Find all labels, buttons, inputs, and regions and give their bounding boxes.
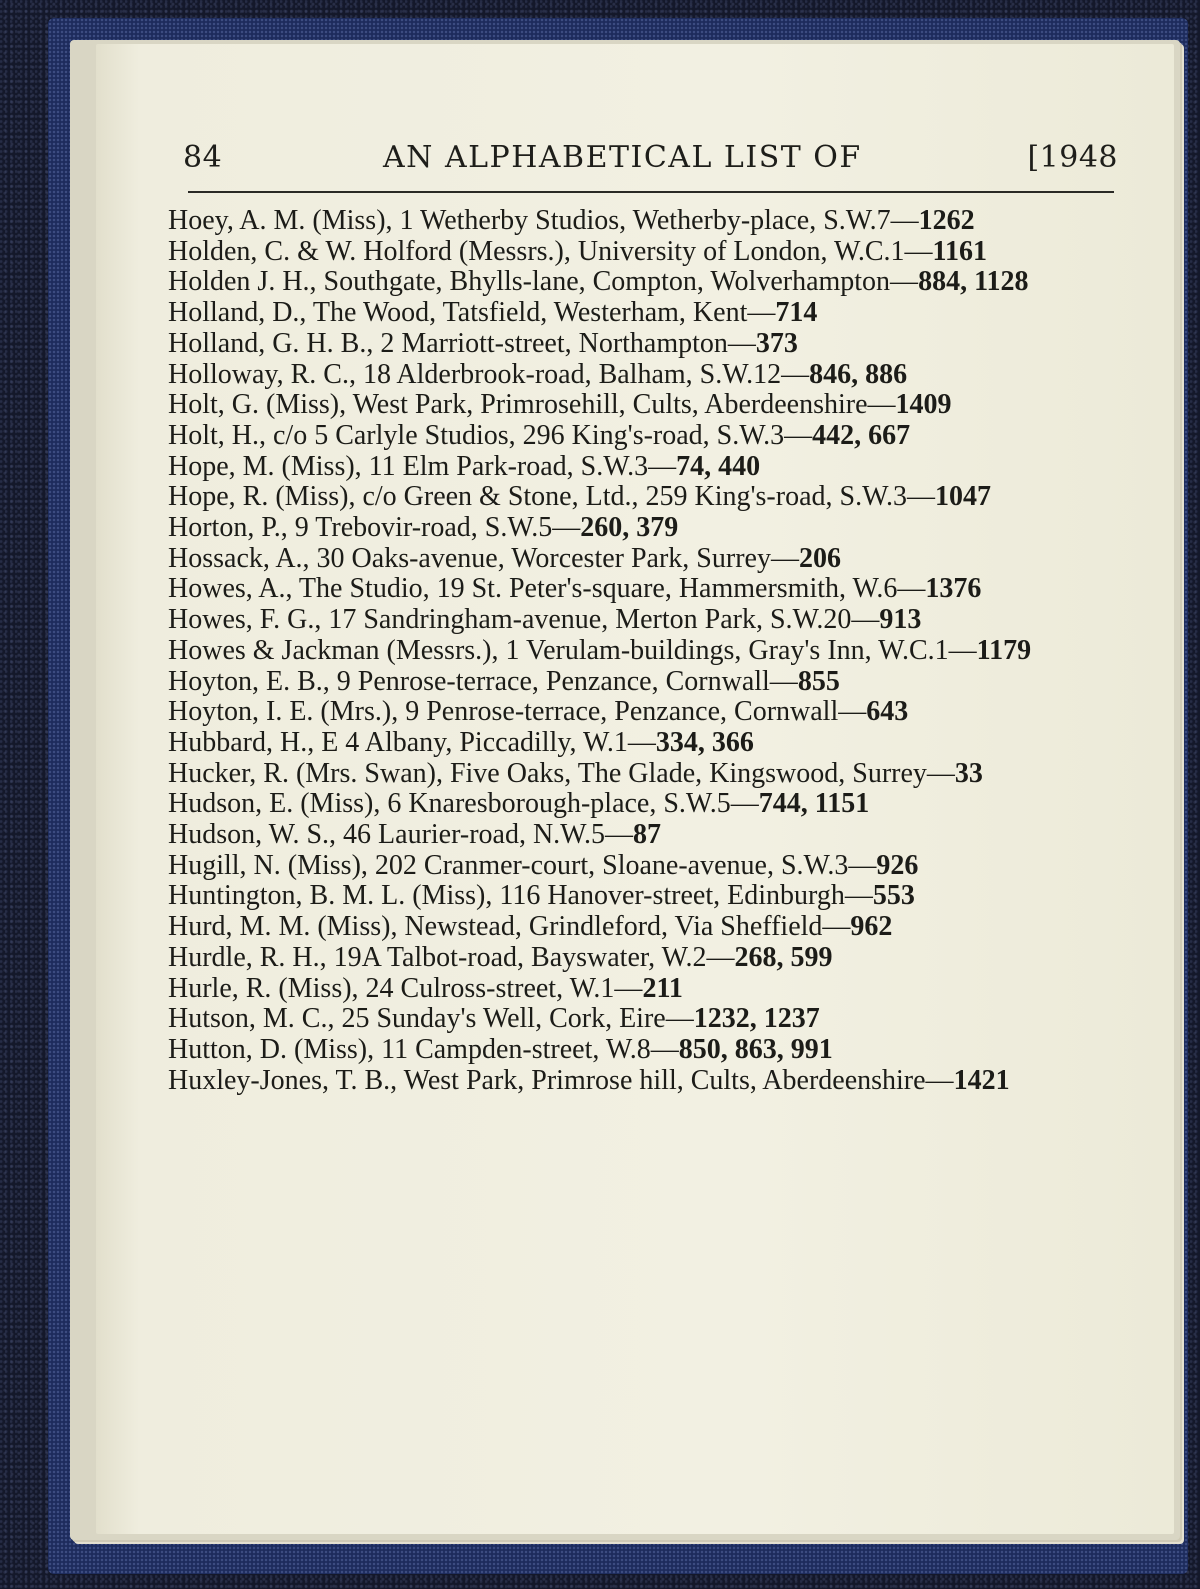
entry-text: Holden, C. & W. Holford (Messrs.), University of London, W.C.1—	[168, 235, 933, 267]
entry-numbers: 884, 1128	[918, 266, 1029, 298]
entry-numbers: 926	[876, 849, 919, 881]
entry-numbers: 206	[798, 542, 841, 574]
entry-numbers: 846, 886	[809, 358, 908, 390]
entry-text: Hossack, A., 30 Oaks-avenue, Worcester Park, Surrey—	[168, 542, 799, 574]
entry-text: Hoyton, I. E. (Mrs.), 9 Penrose-terrace, Penzance, Cornwall—	[168, 696, 867, 728]
list-item	[168, 452, 1120, 483]
list-item	[168, 667, 1120, 698]
list-item	[168, 237, 1120, 268]
entry-text: Hoey, A. M. (Miss), 1 Wetherby Studios, Wetherby-place, S.W.7—	[168, 205, 919, 236]
entry-numbers: 855	[797, 665, 840, 697]
entry-text: Hurdle, R. H., 19A Talbot-road, Bayswater, W.2—	[168, 941, 735, 973]
list-item	[168, 605, 1120, 636]
entry-numbers: 87	[633, 819, 662, 851]
entry-text: Hubbard, H., E 4 Albany, Piccadilly, W.1—	[168, 726, 656, 758]
running-header	[183, 140, 1118, 180]
entry-numbers: 643	[866, 696, 909, 728]
entry-numbers: 442, 667	[812, 419, 911, 451]
list-item	[168, 881, 1120, 912]
list-item	[168, 574, 1120, 605]
entry-text: Holt, H., c/o 5 Carlyle Studios, 296 King's-road, S.W.3—	[168, 419, 813, 451]
list-item	[168, 267, 1120, 298]
entry-numbers: 268, 599	[734, 941, 833, 973]
list-item	[168, 544, 1120, 575]
list-item	[168, 513, 1120, 544]
list-item	[168, 1004, 1120, 1035]
list-item	[168, 1035, 1120, 1066]
entry-numbers: 260, 379	[580, 512, 679, 544]
entry-numbers: 33	[954, 757, 983, 789]
entry-text: Hutson, M. C., 25 Sunday's Well, Cork, Eire—	[168, 1003, 694, 1035]
list-item	[168, 329, 1120, 360]
list-item	[168, 851, 1120, 882]
list-item	[168, 820, 1120, 851]
entry-numbers: 962	[850, 911, 893, 943]
entry-numbers: 744, 1151	[758, 788, 870, 820]
entry-text: Hudson, E. (Miss), 6 Knaresborough-place, S.W.5—	[168, 788, 759, 820]
page-number: 84	[183, 140, 223, 175]
list-item	[168, 482, 1120, 513]
list-item	[168, 697, 1120, 728]
header-rule	[188, 191, 1114, 193]
entry-numbers: 1262	[918, 205, 975, 236]
list-item	[168, 298, 1120, 329]
year-label: [1948	[1027, 140, 1118, 175]
entry-text: Howes, F. G., 17 Sandringham-avenue, Merton Park, S.W.20—	[168, 604, 880, 636]
entry-numbers: 334, 366	[655, 726, 754, 758]
entry-text: Hucker, R. (Mrs. Swan), Five Oaks, The Glade, Kingswood, Surrey—	[168, 757, 955, 789]
entry-numbers: 1232, 1237	[693, 1003, 820, 1035]
entry-text: Hoyton, E. B., 9 Penrose-terrace, Penzance, Cornwall—	[168, 665, 798, 697]
entry-numbers: 1047	[934, 481, 991, 513]
entry-numbers: 211	[642, 972, 683, 1004]
entry-text: Hurd, M. M. (Miss), Newstead, Grindleford, Via Sheffield—	[168, 911, 851, 943]
entry-text: Howes & Jackman (Messrs.), 1 Verulam-buildings, Gray's Inn, W.C.1—	[168, 634, 977, 666]
entry-numbers: 850, 863, 991	[678, 1033, 833, 1065]
entry-text: Holden J. H., Southgate, Bhylls-lane, Compton, Wolverhampton—	[168, 266, 919, 298]
list-item	[168, 360, 1120, 391]
entry-text: Holloway, R. C., 18 Alderbrook-road, Balham, S.W.12—	[168, 358, 810, 390]
entry-text: Hope, R. (Miss), c/o Green & Stone, Ltd., 259 King's-road, S.W.3—	[168, 481, 935, 513]
list-item	[168, 728, 1120, 759]
entry-text: Hutton, D. (Miss), 11 Campden-street, W.8—	[168, 1033, 679, 1065]
entry-list	[168, 206, 1120, 1096]
entry-numbers: 1376	[925, 573, 982, 605]
entry-numbers: 1421	[953, 1064, 1010, 1096]
running-title: AN ALPHABETICAL LIST OF	[383, 140, 862, 175]
entry-numbers: 1179	[976, 634, 1032, 666]
entry-text: Hope, M. (Miss), 11 Elm Park-road, S.W.3—	[168, 450, 677, 482]
entry-numbers: 913	[879, 604, 922, 636]
entry-text: Huxley-Jones, T. B., West Park, Primrose hill, Cults, Aberdeenshire—	[168, 1064, 954, 1096]
list-item	[168, 789, 1120, 820]
list-item	[168, 974, 1120, 1005]
list-item	[168, 636, 1120, 667]
list-item	[168, 943, 1120, 974]
list-item	[168, 1066, 1120, 1097]
list-item	[168, 912, 1120, 943]
entry-text: Holland, D., The Wood, Tatsfield, Westerham, Kent—	[168, 297, 776, 329]
entry-text: Hurle, R. (Miss), 24 Culross-street, W.1—	[168, 972, 643, 1004]
entry-numbers: 1161	[932, 235, 987, 267]
entry-text: Howes, A., The Studio, 19 St. Peter's-square, Hammersmith, W.6—	[168, 573, 926, 605]
entry-numbers: 553	[872, 880, 915, 912]
entry-text: Holland, G. H. B., 2 Marriott-street, Northampton—	[168, 327, 756, 359]
entry-numbers: 714	[775, 297, 818, 329]
entry-text: Holt, G. (Miss), West Park, Primrosehill, Cults, Aberdeenshire—	[168, 389, 896, 421]
entry-text: Hugill, N. (Miss), 202 Cranmer-court, Sloane-avenue, S.W.3—	[168, 849, 877, 881]
list-item	[168, 206, 1120, 237]
entry-numbers: 74, 440	[676, 450, 761, 482]
entry-text: Huntington, B. M. L. (Miss), 116 Hanover-street, Edinburgh—	[168, 880, 873, 912]
entry-numbers: 1409	[895, 389, 952, 421]
list-item	[168, 759, 1120, 790]
list-item	[168, 390, 1120, 421]
entry-text: Horton, P., 9 Trebovir-road, S.W.5—	[168, 512, 581, 544]
entry-text: Hudson, W. S., 46 Laurier-road, N.W.5—	[168, 819, 634, 851]
entry-numbers: 373	[755, 327, 798, 359]
list-item	[168, 421, 1120, 452]
